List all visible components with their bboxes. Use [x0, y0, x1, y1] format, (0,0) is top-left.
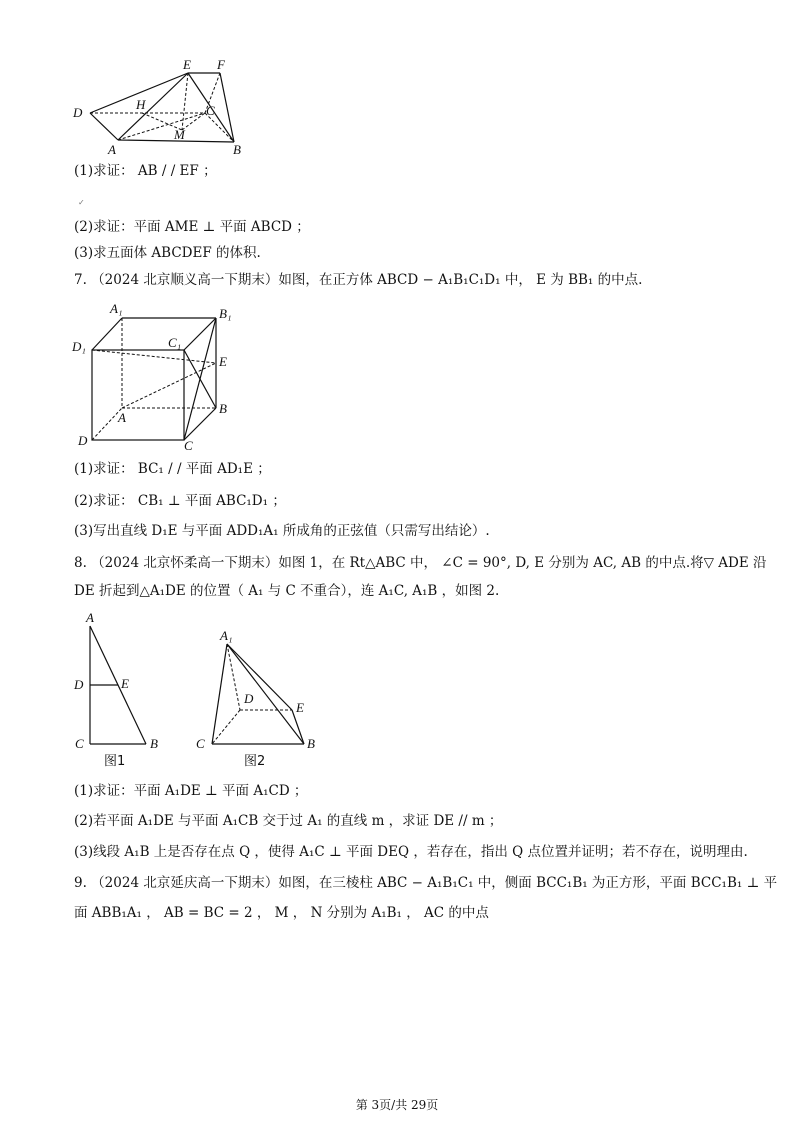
figure-pentahedron	[70, 58, 260, 158]
label-B: B	[233, 142, 241, 157]
q7-part1: (1)求证： BC₁ / / 平面 AD₁E ；	[74, 461, 271, 477]
label-B: B	[150, 736, 158, 751]
q8-stem-line1: 8. （2024 北京怀柔高一下期末）如图 1，在 Rt△ABC 中， ∠C = 90°, D, E 分别为 AC, AB 的中点.将▽ ADE 沿	[74, 555, 767, 571]
label-C: C	[196, 736, 205, 751]
label-H: H	[136, 97, 146, 112]
label-D: D	[244, 691, 254, 706]
label-B: B	[219, 401, 227, 416]
q6-part1: (1)求证： AB / / EF ；	[74, 163, 217, 179]
figure-triangle-1	[70, 608, 180, 768]
label-F: F	[217, 57, 225, 72]
label-E: E	[121, 676, 129, 691]
stray-mark: ✓	[78, 198, 85, 207]
cube-svg	[70, 298, 250, 458]
q8-part2: (2)若平面 A₁DE 与平面 A₁CB 交于过 A₁ 的直线 m ，求证 DE // m ；	[74, 813, 503, 829]
label-A: A	[86, 610, 94, 625]
label-M: M	[174, 127, 185, 142]
q9-line1: 9. （2024 北京延庆高一下期末）如图，在三棱柱 ABC − A₁B₁C₁ 中，侧面 BCC₁B₁ 为正方形，平面 BCC₁B₁ ⊥ 平	[74, 875, 778, 891]
q7-part2: (2)求证： CB₁ ⊥ 平面 ABC₁D₁ ；	[74, 493, 286, 509]
label-C: C	[184, 438, 193, 453]
triangle1-svg	[70, 608, 180, 768]
label-C: C	[75, 736, 84, 751]
label-D: D	[78, 433, 88, 448]
label-E: E	[183, 57, 191, 72]
label-D1: D₁	[72, 339, 86, 354]
pentahedron-svg	[70, 58, 260, 158]
label-A: A	[108, 142, 116, 157]
page-footer: 第 3页/共 29页	[355, 1098, 439, 1112]
q6-part2: (2)求证：平面 AME ⊥ 平面 ABCD ；	[74, 219, 310, 235]
label-D: D	[74, 677, 84, 692]
q9-line2: 面 ABB₁A₁ ， AB = BC = 2 ， M ， N 分别为 A₁B₁ ， AC 的中点	[74, 905, 489, 921]
label-A: A	[118, 410, 126, 425]
label-E: E	[219, 354, 227, 369]
label-A1: A₁	[220, 628, 233, 643]
q7-part3: (3)写出直线 D₁E 与平面 ADD₁A₁ 所成角的正弦值（只需写出结论）.	[74, 523, 490, 539]
label-E: E	[296, 700, 304, 715]
q8-part3: (3)线段 A₁B 上是否存在点 Q ，使得 A₁C ⊥ 平面 DEQ ，若存在，指出 Q 点位置并证明；若不存在，说明理由.	[74, 844, 748, 860]
figure-pyramid-2	[192, 628, 332, 768]
figure-caption-2: 图2	[244, 754, 266, 769]
q7-stem: 7. （2024 北京顺义高一下期末）如图，在正方体 ABCD − A₁B₁C₁D₁ 中， E 为 BB₁ 的中点.	[74, 272, 643, 288]
q8-part1: (1)求证：平面 A₁DE ⊥ 平面 A₁CD ；	[74, 783, 308, 799]
q8-stem-line2: DE 折起到△A₁DE 的位置（ A₁ 与 C 不重合），连 A₁C, A₁B ，如图 2.	[74, 583, 500, 599]
figure-cube	[70, 298, 250, 458]
label-D: D	[73, 105, 83, 120]
label-C1: C₁	[168, 335, 182, 350]
label-B: B	[307, 736, 315, 751]
label-B1: B₁	[219, 306, 232, 321]
figure-caption-1: 图1	[104, 754, 126, 769]
label-C: C	[206, 103, 215, 118]
q6-part3: (3)求五面体 ABCDEF 的体积.	[74, 245, 261, 261]
pyramid2-svg	[192, 628, 332, 768]
label-A1: A₁	[110, 301, 123, 316]
